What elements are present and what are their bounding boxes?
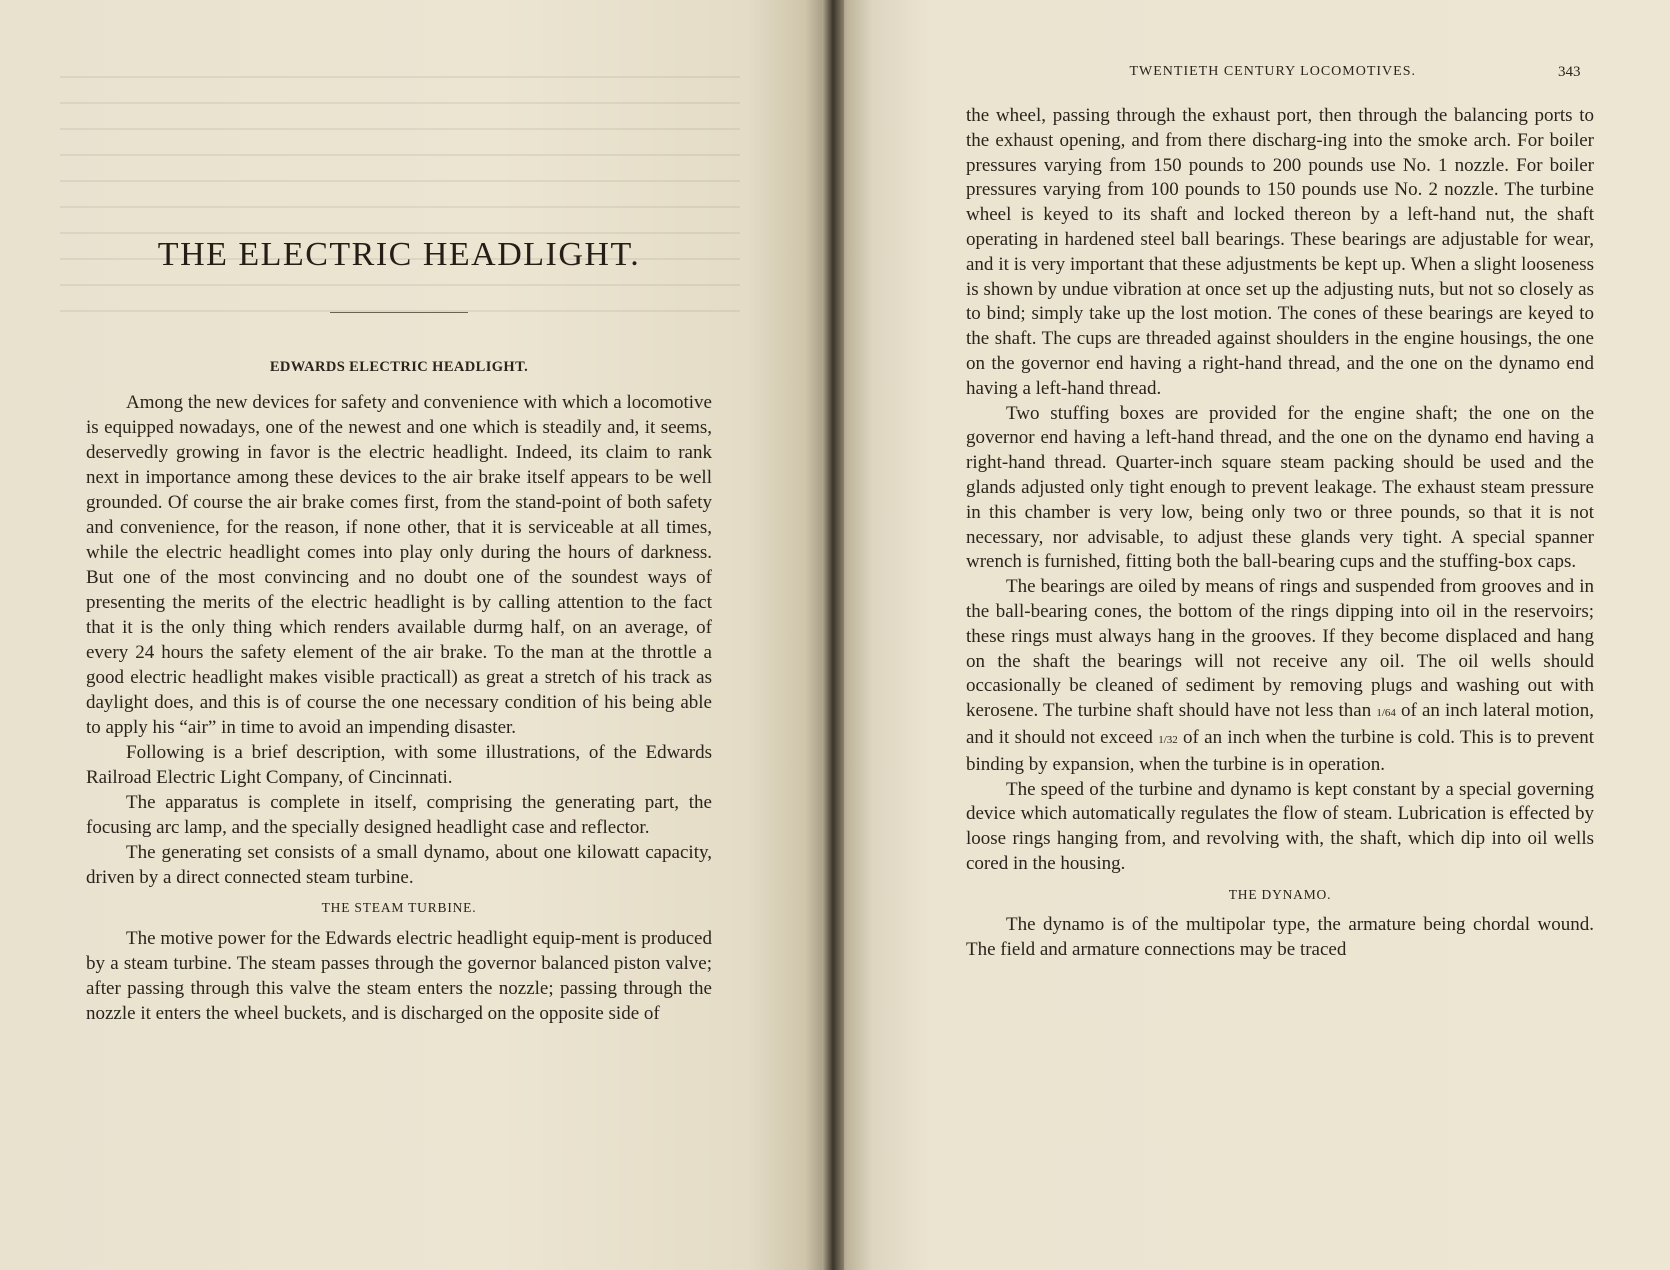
paragraph: Following is a brief description, with some illustrations, of the Edwards Railroad Electric Light Company, of Cincinnati. — [86, 742, 712, 788]
chapter-title: THE ELECTRIC HEADLIGHT. — [157, 236, 641, 273]
fraction: 1/64 — [1376, 707, 1396, 720]
paragraph: Two stuffing boxes are provided for the engine shaft; the one on the governor end having a left-hand thread, and the one on the dynamo end having a right-hand thread. Quarter-inch square steam packing should be used and the glands adjusted only tight enough to prevent leakage. The exhaust steam pressure in this chamber is very low, being only two or three pounds, so that it is not necessary, nor advisable, to adjust these glands very tight. A special spanner wrench is furnished, fitting both the ball-bearing cups and the stuffing-box caps. — [966, 402, 1594, 573]
text-run: of an inch lateral motion, and it should not exceed — [966, 700, 1594, 748]
right-page-content — [966, 104, 1594, 962]
paragraph: the wheel, passing through the exhaust port, then through the balancing ports to the exhaust opening, and from there discharg-ing into the smoke arch. For boiler pressures varying from 150 pounds to 200 pounds use No. 1 nozzle. For boiler pressures varying from 100 pounds to 150 pounds use No. 2 nozzle. The turbine wheel is keyed to its shaft and locked thereon by a left-hand nut, the shaft operating in hardened steel ball bearings. These bearings are adjustable for wear, and it is very important that these adjustments be kept up. When a slight looseness is shown by undue vibration at once set up the adjusting nuts, but not so closely as to bind; simply take up the lost motion. The cones of these bearings are keyed to the shaft. The cups are threaded against shoulders in the engine housings, the one on the governor end having a right-hand thread, and the one on the dynamo end having a left-hand thread. — [966, 105, 1594, 399]
paragraph: The apparatus is complete in itself, comprising the generating part, the focusing arc lamp, and the specially designed headlight case and reflector. — [86, 792, 712, 838]
title-rule — [330, 312, 468, 313]
running-header: TWENTIETH CENTURY LOCOMOTIVES. — [1129, 64, 1416, 79]
paragraph: The generating set consists of a small dynamo, about one kilowatt capacity, driven by a direct connected steam turbine. — [86, 842, 712, 888]
paragraph: The dynamo is of the multipolar type, the armature being chordal wound. The field and armature connections may be traced — [966, 913, 1594, 960]
subheading-steam-turbine: THE STEAM TURBINE. — [321, 900, 477, 915]
section-heading: EDWARDS ELECTRIC HEADLIGHT. — [269, 359, 529, 375]
paragraph: The motive power for the Edwards electric headlight equip-ment is produced by a steam turbine. The steam passes through the governor balanced piston valve; after passing through this valve the steam enters the nozzle; passing through the nozzle it enters the wheel buckets, and is discharged on the opposite side of — [86, 928, 712, 1024]
text-run: of an inch when the turbine is cold. This is to prevent binding by expansion, when the turbine is in operation. — [966, 726, 1594, 775]
subheading-dynamo: THE DYNAMO. — [1228, 886, 1332, 902]
text-run: The bearings are oiled by means of rings and suspended from grooves and in the ball-bearing cones, the bottom of the rings dipping into oil in the reservoirs; these rings must always hang in the grooves. If they become displaced and hang on the shaft the bearings will not receive any oil. The oil wells should occasionally be cleaned of sediment by removing plugs and washing out with kerosene. The turbine shaft should have not less than — [966, 576, 1594, 722]
paragraph-oil — [966, 575, 1594, 777]
page-number: 343 — [1558, 64, 1581, 80]
book-gutter — [822, 0, 844, 1270]
left-page-content — [86, 236, 712, 1026]
left-page — [0, 0, 830, 1270]
paragraph: The speed of the turbine and dynamo is kept constant by a special governing device which automatically regulates the flow of steam. Lubrication is effected by loose rings hanging from, and revolving with, the shaft, which dip into oil wells cored in the housing. — [966, 778, 1594, 874]
right-page — [830, 0, 1670, 1270]
fraction: 1/32 — [1158, 733, 1178, 746]
paragraph: Among the new devices for safety and convenience with which a locomotive is equipped nowadays, one of the newest and one which is steadily and, it seems, deservedly growing in favor is the electric headlight. Indeed, its claim to rank next in importance among these devices to the air brake itself appears to be well grounded. Of course the air brake comes first, from the stand-point of both safety and convenience, for the reason, if none other, that it is serviceable at all times, while the electric headlight comes into play only during the hours of darkness. But one of the most convincing and no doubt one of the soundest ways of presenting the merits of the electric headlight is by calling attention to the fact that it is the only thing which renders available durmg half, on an average, of every 24 hours the safety element of the air brake. To the man at the throttle a good electric headlight makes visible practicall) as great a stretch of his track as daylight does, and this is of course the one necessary condition of his being able to apply his “air” in time to avoid an impending disaster. — [86, 392, 712, 738]
